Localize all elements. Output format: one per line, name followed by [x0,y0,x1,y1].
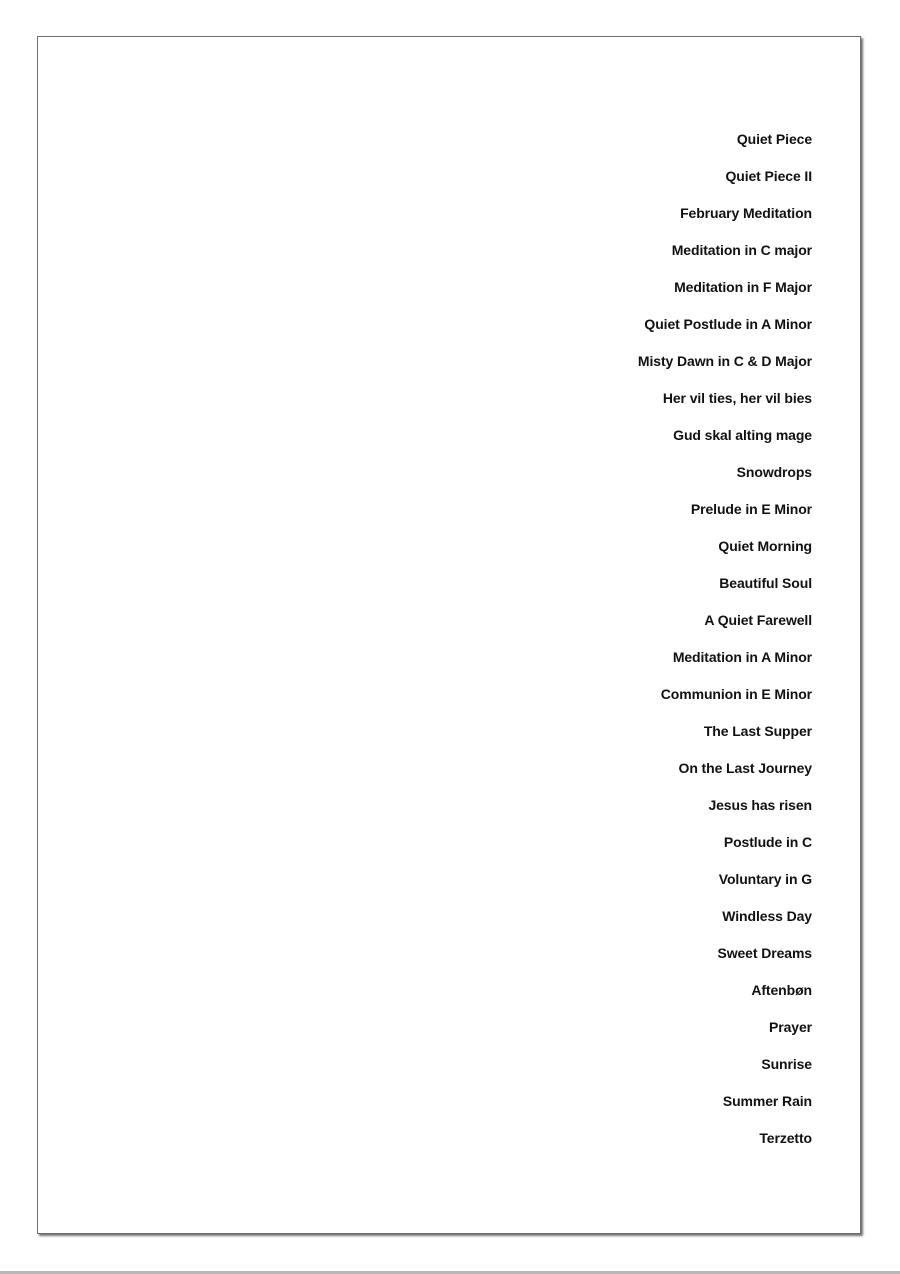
piece-title: Her vil ties, her vil bies [662,390,812,406]
piece-title: Gud skal alting mage [673,427,812,443]
piece-title: Windless Day [722,908,812,924]
piece-title: Voluntary in G [718,871,812,887]
piece-title: Postlude in C [723,834,812,850]
piece-title: Misty Dawn in C & D Major [637,353,812,369]
piece-title: Quiet Piece II [725,168,812,184]
piece-title-list [638,127,812,1163]
piece-title: February Meditation [680,205,812,221]
piece-title: Sunrise [761,1056,812,1072]
piece-title: The Last Supper [703,723,812,739]
piece-title: Meditation in F Major [674,279,812,295]
piece-title: Meditation in C major [671,242,812,258]
piece-title: Summer Rain [722,1093,812,1109]
piece-title: Prayer [769,1019,812,1035]
piece-title: Prelude in E Minor [690,501,812,517]
piece-title: Jesus has risen [708,797,812,813]
piece-title: Quiet Postlude in A Minor [644,316,812,332]
document-page [37,36,861,1234]
piece-title: Quiet Piece [736,131,812,147]
piece-title: Terzetto [759,1130,812,1146]
piece-title: Meditation in A Minor [672,649,812,665]
piece-title: Snowdrops [736,464,812,480]
piece-title: Quiet Morning [718,538,812,554]
piece-title: Beautiful Soul [719,575,812,591]
piece-title: Aftenbøn [751,982,812,998]
piece-title: Sweet Dreams [717,945,812,961]
piece-title: A Quiet Farewell [704,612,812,628]
piece-title: On the Last Journey [678,760,812,776]
piece-title: Communion in E Minor [660,686,812,702]
